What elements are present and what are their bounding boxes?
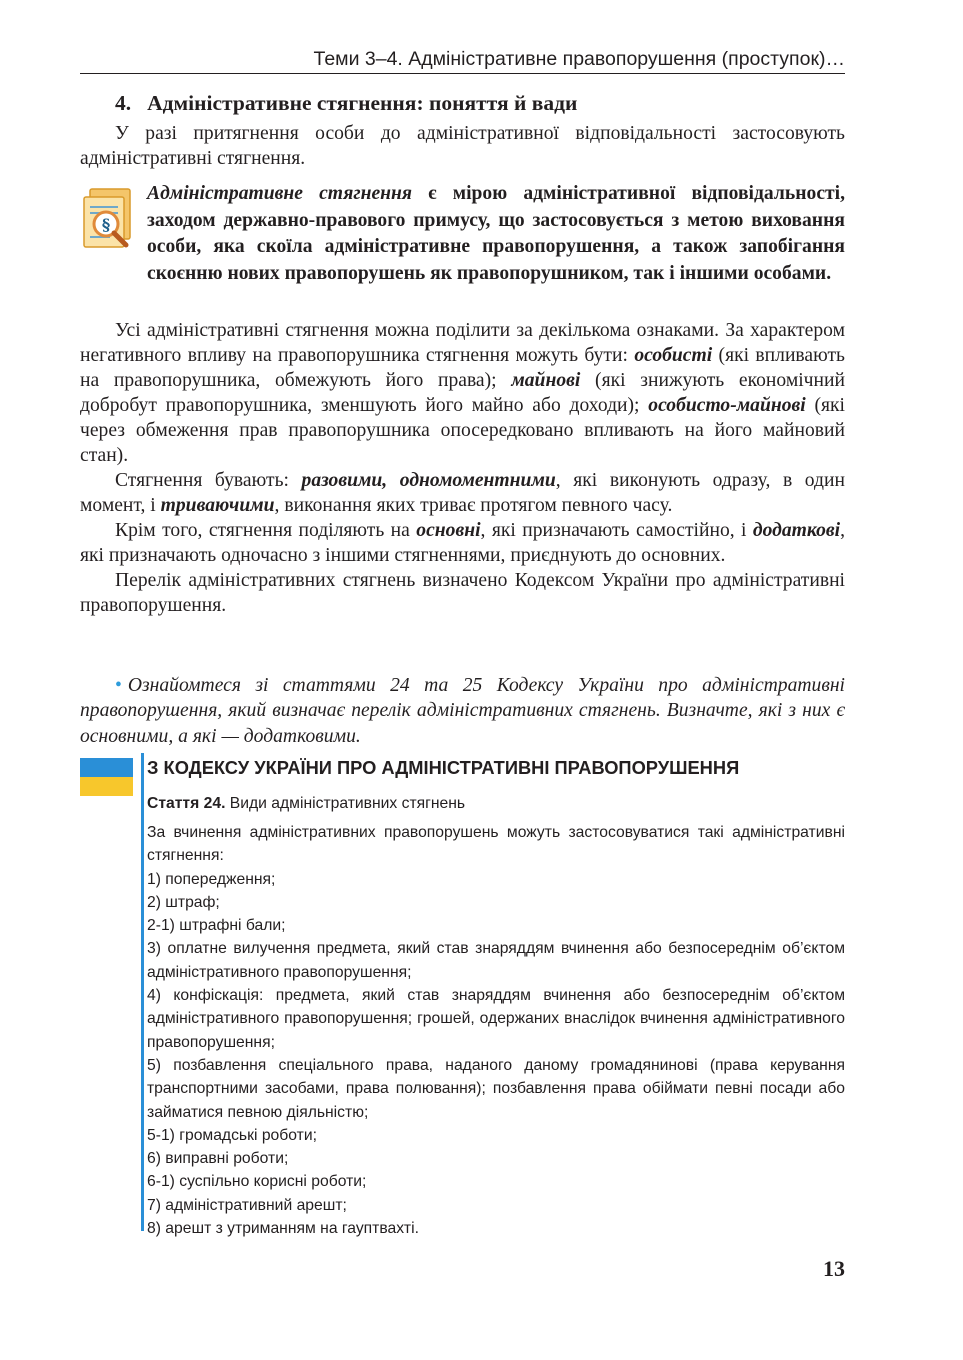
keyword-main: основні bbox=[416, 520, 481, 541]
code-box-rule bbox=[141, 753, 144, 1231]
text-span: , які призначають одночасно з іншими стягненнями, приєднують до основних. bbox=[80, 520, 845, 566]
keyword-additional: додаткові bbox=[752, 520, 841, 541]
list-item: 2-1) штрафні бали; bbox=[147, 917, 286, 935]
section-number: 4. bbox=[115, 91, 132, 115]
article-lead: За вчинення адміністративних правопорушень можуть застосовуватися такі адміністративні стягнення: bbox=[147, 824, 845, 865]
code-box-title: З КОДЕКСУ УКРАЇНИ ПРО АДМІНІСТРАТИВНІ ПРАВОПОРУШЕННЯ bbox=[147, 757, 740, 778]
paragraph-main-additional bbox=[80, 518, 845, 568]
svg-text:§: § bbox=[101, 215, 111, 234]
code-excerpt-box bbox=[147, 754, 845, 1240]
body-paragraphs bbox=[80, 318, 845, 618]
paragraph-duration bbox=[80, 468, 845, 518]
intro-paragraph: У разі притягнення особи до адміністративної відповідальності застосовують адміністративні стягнення. bbox=[80, 123, 845, 169]
definition-body: є мірою адміністративної відповідальності, заходом державно-правового примусу, що застосовується з метою виховання особи, яка скоїла адміністративне правопорушення, а також запобігання скоєнню нових правопорушень як правопорушником, так і іншими особами. bbox=[147, 183, 845, 284]
paragraph-classification bbox=[80, 318, 845, 468]
page-number: 13 bbox=[823, 1256, 845, 1281]
ukraine-flag-icon bbox=[80, 758, 133, 796]
text-span: , які призначають самостійно, і bbox=[480, 520, 753, 541]
section-title bbox=[115, 89, 577, 117]
text-span: (які знижують економічний добробут правопорушника, зменшують його майно або доходи); bbox=[80, 370, 845, 416]
header-rule bbox=[80, 73, 845, 74]
task-paragraph bbox=[80, 673, 845, 750]
definition-term: Адміністративне стягнення bbox=[147, 183, 413, 204]
list-item: 4) конфіскація: предмета, який став знаряддям вчинення або безпосереднім об’єктом адміністративного правопорушення; грошей, одержаних внаслідок вчинення адміністративного правопорушення; bbox=[147, 987, 845, 1051]
keyword-personal: особисті bbox=[634, 345, 713, 366]
definition-block bbox=[80, 181, 845, 311]
bullet-icon: • bbox=[115, 674, 122, 696]
paragraph-code-reference: Перелік адміністративних стягнень визначено Кодексом України про адміністративні правопорушення. bbox=[80, 570, 845, 616]
task-text: Ознайомтеся зі статтями 24 та 25 Кодексу України про адміністративні правопорушення, який визначає перелік адміністративних стягнень. Визначте, які з них є основними, а які — додатковими. bbox=[80, 674, 845, 747]
keyword-one-time: разовими, одномоментними bbox=[301, 470, 556, 491]
article-title: Види адміністративних стягнень bbox=[225, 795, 466, 812]
list-item: 5) позбавлення спеціального права, наданого даному громадянинові (права керування транспортними засобами, права полювання); позбавлення права обіймати певні посади або займатися певною діяльністю; bbox=[147, 1056, 845, 1121]
list-item: 5-1) громадські роботи; bbox=[147, 1126, 317, 1144]
keyword-property: майнові bbox=[511, 370, 581, 391]
list-item: 3) оплатне вилучення предмета, який став знаряддям вчинення або безпосереднім об’єктом адміністративного правопорушення; bbox=[147, 940, 845, 981]
flag-blue-stripe bbox=[80, 758, 133, 777]
list-item: 7) адміністративний арешт; bbox=[147, 1196, 347, 1214]
section-title-text: Адміністративне стягнення: поняття й вади bbox=[147, 91, 578, 115]
text-span: Усі адміністративні стягнення можна поділити за декількома ознаками. За характером негативного впливу на правопорушника стягнення можуть бути: bbox=[80, 320, 845, 366]
document-magnifier-paragraph-icon bbox=[80, 187, 136, 251]
running-header: Теми 3–4. Адміністративне правопорушення (проступок)… bbox=[313, 48, 845, 70]
list-item: 2) штраф; bbox=[147, 893, 220, 911]
article-heading bbox=[147, 793, 845, 815]
text-span: , які виконують одразу, в один момент, і bbox=[80, 470, 845, 516]
keyword-personal-property: особисто-майнові bbox=[648, 395, 806, 416]
flag-yellow-stripe bbox=[80, 777, 133, 796]
text-span: Крім того, стягнення поділяють на bbox=[115, 520, 417, 541]
keyword-continuing: триваючими bbox=[160, 495, 275, 516]
list-item: 1) попередження; bbox=[147, 870, 276, 888]
penalty-list bbox=[147, 868, 845, 1241]
text-span: Стягнення бувають: bbox=[115, 470, 302, 491]
list-item: 8) арешт з утриманням на гауптвахті. bbox=[147, 1220, 419, 1238]
article-label: Стаття 24. bbox=[147, 795, 226, 812]
list-item: 6-1) суспільно корисні роботи; bbox=[147, 1173, 367, 1191]
list-item: 6) виправні роботи; bbox=[147, 1150, 289, 1168]
definition-text bbox=[147, 181, 845, 287]
text-span: , виконання яких триває протягом певного часу. bbox=[274, 495, 673, 516]
text-span: (які впливають на правопорушника, обмежують його права); bbox=[80, 345, 845, 391]
text-span: (які через обмеження прав правопорушника опосередковано впливають на його майновий стан). bbox=[80, 395, 845, 466]
